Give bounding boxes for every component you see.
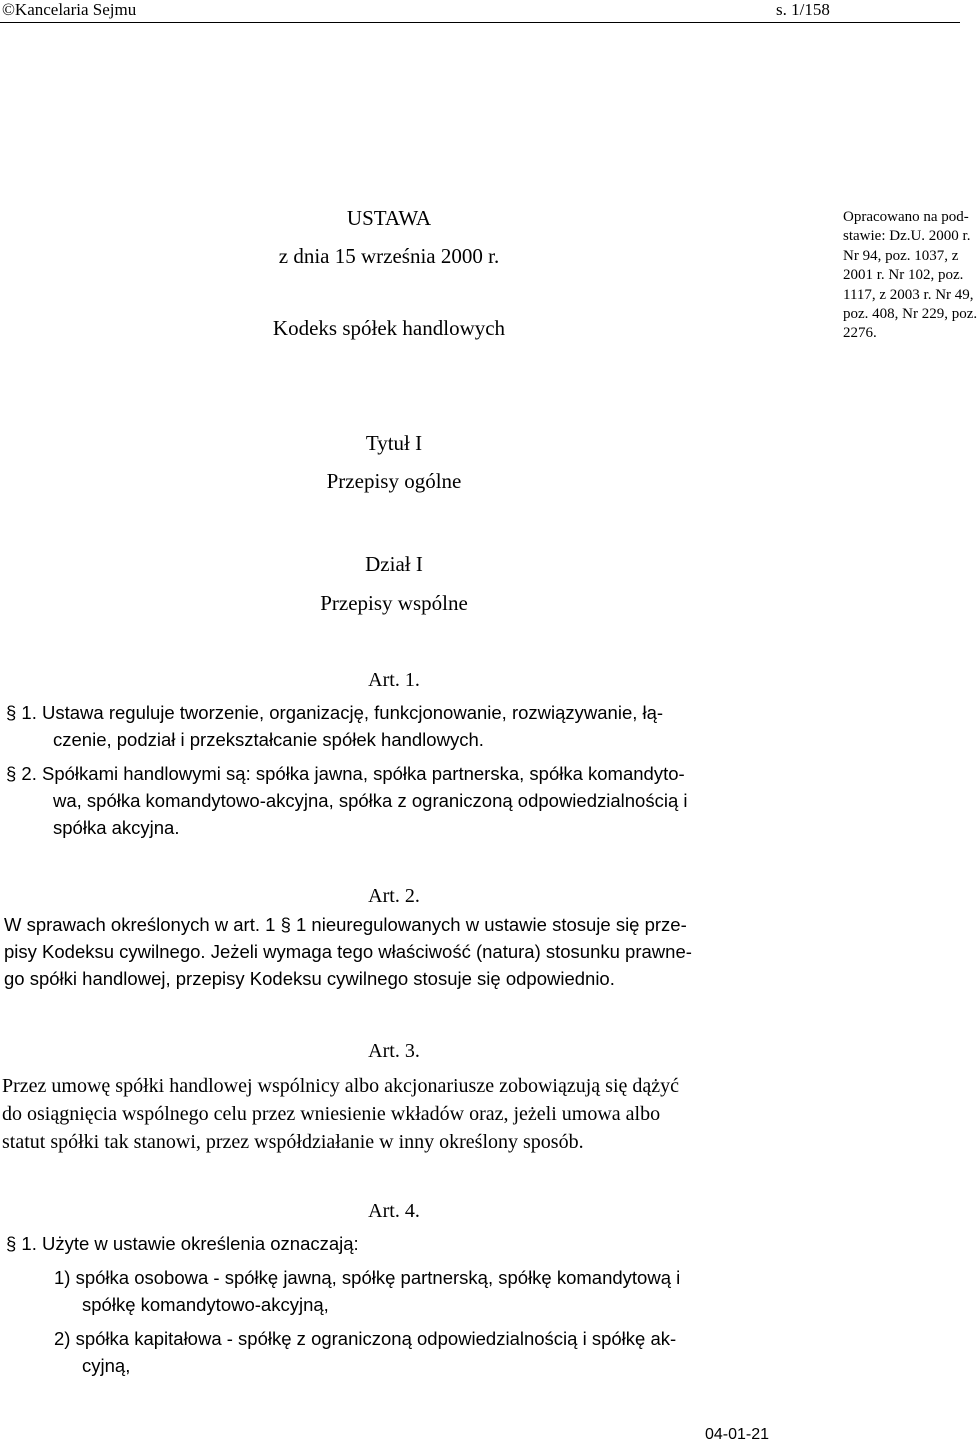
text-line: 1) spółka osobowa - spółkę jawną, spółkę partnerską, spółkę komandytową i <box>54 1267 681 1288</box>
source-note-line: stawie: Dz.U. 2000 r. <box>843 228 971 245</box>
article-2-heading: Art. 2. <box>368 885 420 907</box>
text-line: § 1. Ustawa reguluje tworzenie, organizację, funkcjonowanie, rozwiązywanie, łą- <box>6 702 664 723</box>
text-line: do osiągnięcia wspólnego celu przez wniesienie wkładów oraz, jeżeli umowa albo <box>2 1103 661 1125</box>
header-divider <box>0 22 960 23</box>
division-subheading: Przepisy wspólne <box>320 591 468 615</box>
text-line: pisy Kodeksu cywilnego. Jeżeli wymaga tego właściwość (natura) stosunku prawne- <box>4 941 692 962</box>
document-date: z dnia 15 września 2000 r. <box>278 244 500 268</box>
source-note-line: 2276. <box>843 325 877 342</box>
document-type: USTAWA <box>346 206 432 230</box>
article-1-paragraph-2 <box>6 760 687 841</box>
division-heading: Dział I <box>365 552 423 576</box>
source-note <box>843 208 977 344</box>
article-1-paragraph-1 <box>6 699 663 753</box>
text-line: W sprawach określonych w art. 1 § 1 nieuregulowanych w ustawie stosuje się prze- <box>4 914 687 935</box>
text-line: § 2. Spółkami handlowymi są: spółka jawna, spółka partnerska, spółka komandyto- <box>6 763 685 784</box>
text-line: wa, spółka komandytowo-akcyjna, spółka z ograniczoną odpowiedzialnością i <box>53 790 688 811</box>
source-note-line: 1117, z 2003 r. Nr 49, <box>843 286 974 303</box>
source-note-line: Opracowano na pod- <box>843 209 969 225</box>
title-subheading: Przepisy ogólne <box>326 469 462 493</box>
article-3-heading: Art. 3. <box>368 1040 420 1062</box>
definition-item-1 <box>54 1264 680 1318</box>
article-3-text <box>2 1072 679 1156</box>
article-1-heading: Art. 1. <box>368 669 420 691</box>
article-4-heading: Art. 4. <box>368 1200 420 1222</box>
definition-item-2 <box>54 1325 676 1379</box>
text-line: 2) spółka kapitałowa - spółkę z ograniczoną odpowiedzialnością i spółkę ak- <box>54 1328 677 1349</box>
source-note-line: poz. 408, Nr 229, poz. <box>843 306 977 323</box>
page-number: s. 1/158 <box>776 0 830 19</box>
article-4-intro <box>6 1230 359 1257</box>
document-title: Kodeks spółek handlowych <box>272 316 506 340</box>
text-line: § 1. Użyte w ustawie określenia oznaczają: <box>6 1233 359 1254</box>
text-line: Przez umowę spółki handlowej wspólnicy albo akcjonariusze zobowiązują się dążyć <box>2 1075 680 1097</box>
text-line: go spółki handlowej, przepisy Kodeksu cywilnego stosuje się odpowiednio. <box>4 968 615 989</box>
title-heading: Tytuł I <box>365 431 423 455</box>
text-line: czenie, podział i przekształcanie spółek handlowych. <box>53 729 484 750</box>
footer-date: 04-01-21 <box>705 1426 770 1443</box>
article-2-text <box>4 911 692 992</box>
text-line: statut spółki tak stanowi, przez współdziałanie w inny określony sposób. <box>2 1131 584 1153</box>
text-line: spółkę komandytowo-akcyjną, <box>82 1294 329 1315</box>
header-source: ©Kancelaria Sejmu <box>2 0 137 19</box>
source-note-line: 2001 r. Nr 102, poz. <box>843 267 964 284</box>
text-line: cyjną, <box>82 1355 131 1376</box>
source-note-line: Nr 94, poz. 1037, z <box>843 247 959 264</box>
text-line: spółka akcyjna. <box>53 817 180 838</box>
